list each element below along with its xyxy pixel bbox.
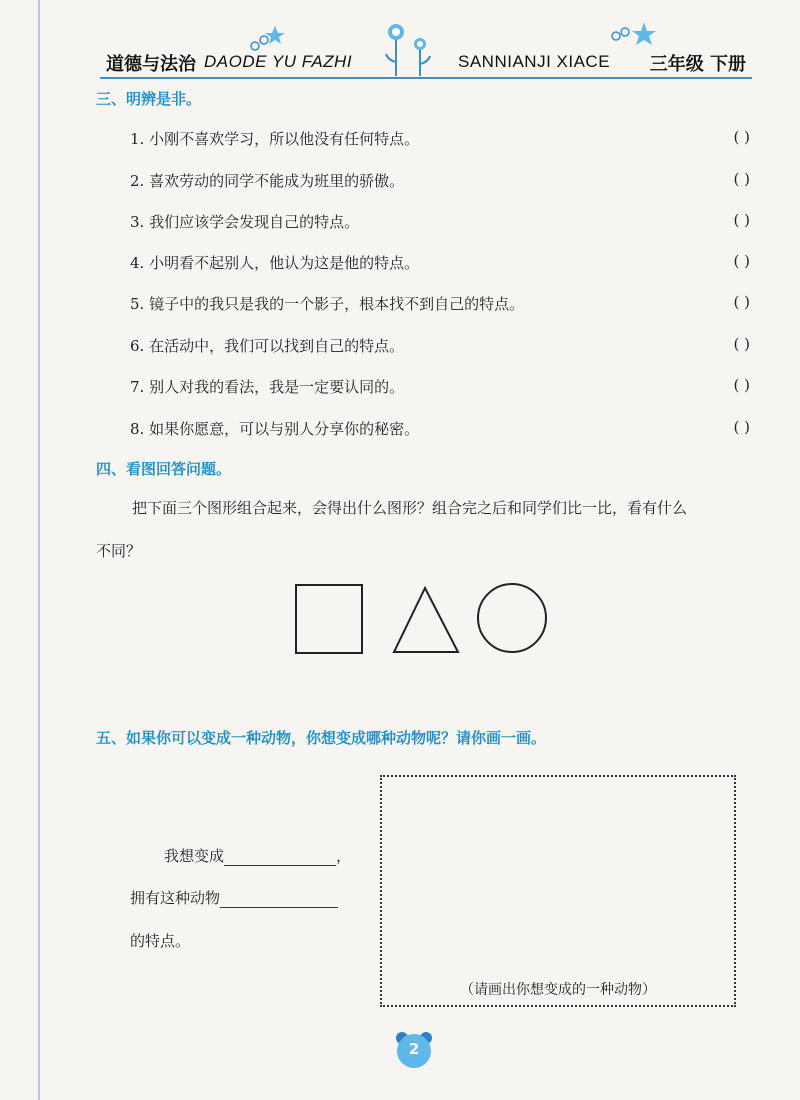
tf-item-text: 5. 镜子中的我只是我的一个影子，根本找不到自己的特点。 xyxy=(130,295,525,313)
answer-line-2-prefix: 拥有这种动物 xyxy=(130,889,221,907)
answer-parens[interactable]: ( ) xyxy=(733,376,750,394)
tf-item-text: 8. 如果你愿意，可以与别人分享你的秘密。 xyxy=(130,420,420,438)
tf-item xyxy=(130,252,750,276)
answer-parens[interactable]: ( ) xyxy=(733,335,750,353)
square-shape xyxy=(296,585,362,653)
answer-parens[interactable]: ( ) xyxy=(733,293,750,311)
answer-parens[interactable]: ( ) xyxy=(733,418,750,436)
section-3-title: 三、明辨是非。 xyxy=(96,90,202,108)
circle-shape xyxy=(478,584,546,652)
answer-parens[interactable]: ( ) xyxy=(733,170,750,188)
tf-item-text: 7. 别人对我的看法，我是一定要认同的。 xyxy=(130,378,405,396)
drawing-area-caption: （请画出你想变成的一种动物） xyxy=(460,982,656,998)
subject-title: 道德与法治 xyxy=(106,54,196,75)
tf-item-text: 2. 喜欢劳动的同学不能成为班里的骄傲。 xyxy=(130,172,405,190)
bubbles-decoration-icon xyxy=(245,22,285,62)
section-4-title: 四、看图回答问题。 xyxy=(96,460,232,478)
answer-parens[interactable]: ( ) xyxy=(733,252,750,270)
answer-line-1-suffix: ， xyxy=(336,847,352,865)
tf-item xyxy=(130,335,750,359)
subject-pinyin: DAODE YU FAZHI xyxy=(204,52,353,71)
shapes-figure xyxy=(290,580,560,660)
answer-parens[interactable]: ( ) xyxy=(733,211,750,229)
tf-item-text: 3. 我们应该学会发现自己的特点。 xyxy=(130,213,360,231)
answer-line-2 xyxy=(130,887,338,908)
tf-item xyxy=(130,211,750,235)
tf-item xyxy=(130,170,750,194)
page-number: 2 xyxy=(408,1040,420,1058)
tf-item-text: 6. 在活动中，我们可以找到自己的特点。 xyxy=(130,337,405,355)
triangle-shape xyxy=(394,588,458,652)
star-decoration-icon xyxy=(608,20,658,60)
section-5-title: 五、如果你可以变成一种动物，你想变成哪种动物呢？请你画一画。 xyxy=(96,729,547,747)
section-4-question-line1: 把下面三个图形组合起来，会得出什么图形？组合完之后和同学们比一比，看有什么 xyxy=(132,499,688,517)
tf-item-text: 1. 小刚不喜欢学习，所以他没有任何特点。 xyxy=(130,130,420,148)
answer-line-3: 的特点。 xyxy=(130,932,191,950)
grade-title: 三年级 下册 xyxy=(649,54,746,75)
tf-item xyxy=(130,418,750,442)
tf-item xyxy=(130,293,750,317)
trait-blank[interactable] xyxy=(220,889,338,908)
answer-line-1 xyxy=(164,845,351,866)
section-4-question-line2: 不同？ xyxy=(96,542,142,560)
tf-item xyxy=(130,128,750,152)
answer-parens[interactable]: ( ) xyxy=(733,128,750,146)
answer-line-1-prefix: 我想变成 xyxy=(164,847,225,865)
animal-blank[interactable] xyxy=(224,847,336,866)
page-number-badge xyxy=(394,1030,434,1070)
page-binding-edge xyxy=(38,0,40,1100)
tf-item xyxy=(130,376,750,400)
flower-decoration-icon xyxy=(380,18,440,78)
tf-item-text: 4. 小明看不起别人，他认为这是他的特点。 xyxy=(130,254,420,272)
grade-pinyin: SANNIANJI XIACE xyxy=(458,52,611,71)
drawing-area[interactable] xyxy=(380,775,736,1007)
